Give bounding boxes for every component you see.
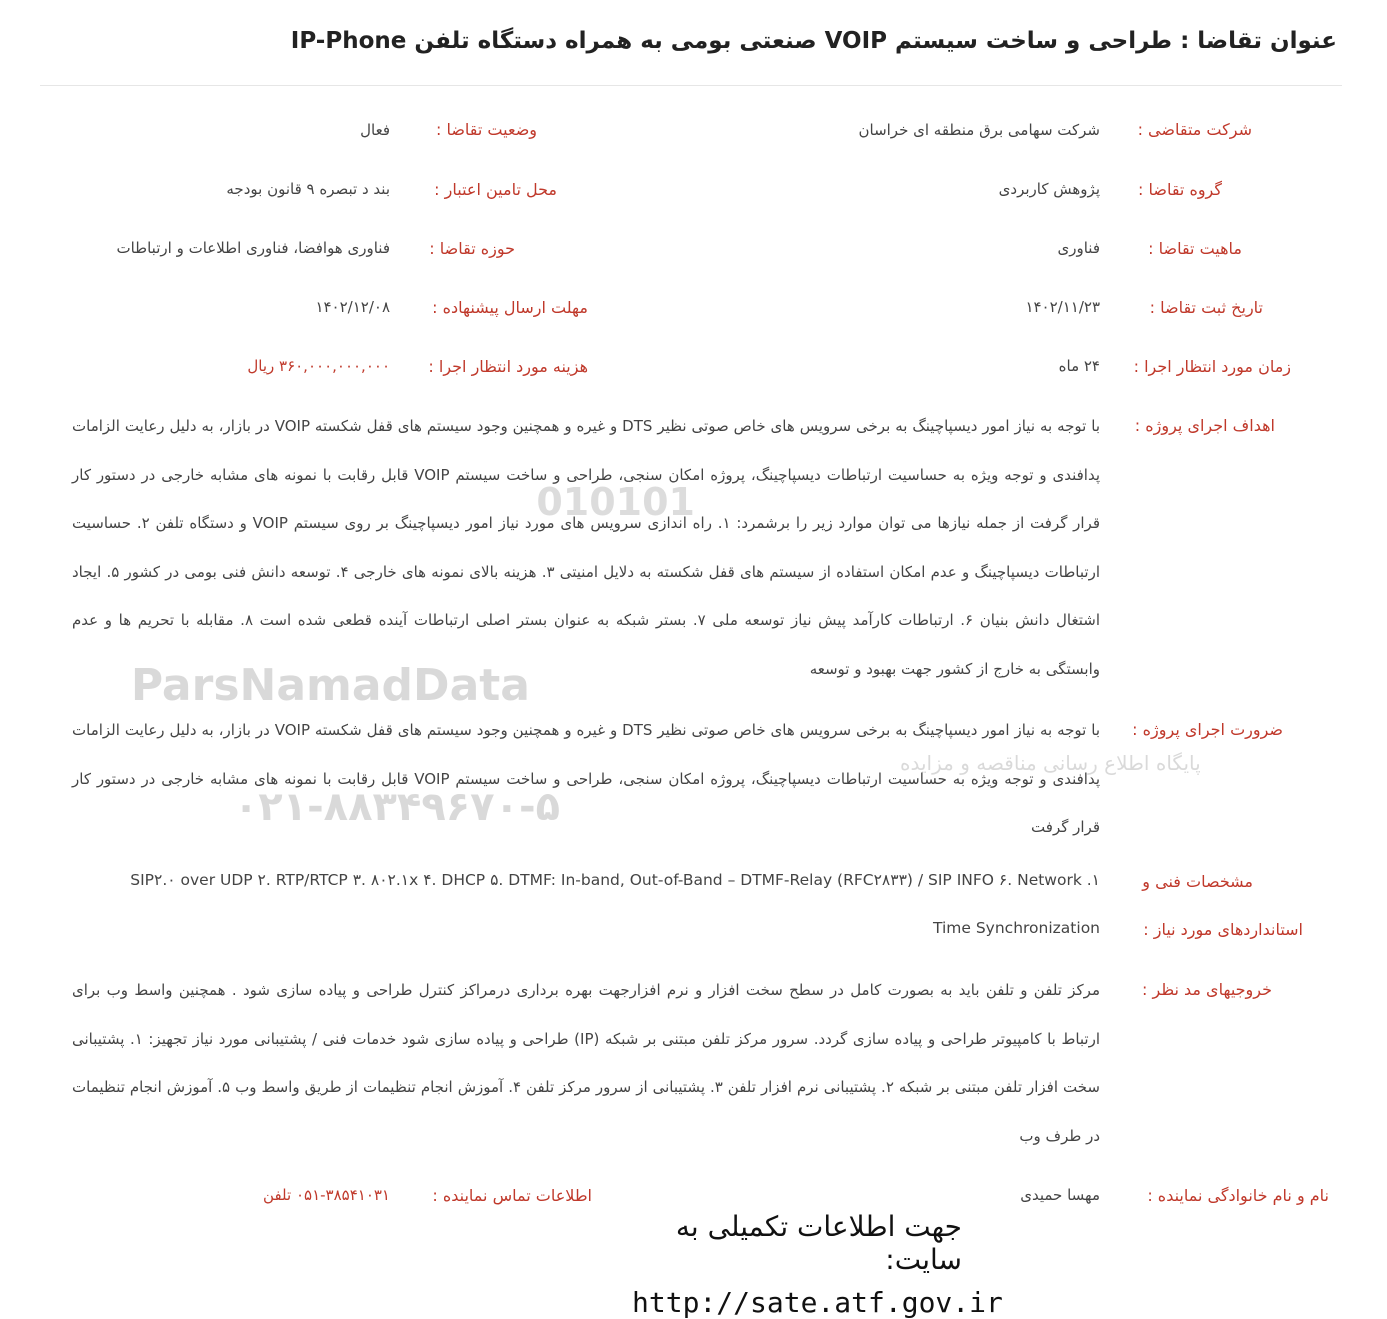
- domain-value: فناوری هوافضا، فناوری اطلاعات و ارتباطات: [116, 239, 390, 257]
- necessity-label: ضرورت اجرای پروژه :: [1132, 720, 1283, 739]
- necessity-text: با توجه به نیاز امور دیسپاچینگ به برخی سرویس های خاص صوتی نظیر DTS و غیره و همچنین وجود سیستم های قفل شکسته VOIP در بازار، به دلیل رعایت الزامات پدافندی و توجه ویژه به حساسیت ارتباطات دیسپاچینگ، پروژه امکان سنجی، طراحی و ساخت سیستم VOIP قابل رقابت با نمونه های مشابه خارجی در دستور کار قرار گرفت: [72, 721, 1101, 836]
- watermark-subtitle: پایگاه اطلاع رسانی مناقصه و مزایده: [900, 751, 1201, 775]
- watermark-phone: ۰۲۱-۸۸۳۴۹۶۷۰-۵: [233, 784, 560, 830]
- nature-value: فناوری: [1057, 239, 1100, 257]
- domain-label: حوزه تقاضا :: [429, 239, 515, 258]
- funding-label: محل تامین اعتبار :: [434, 180, 557, 199]
- site-note-url[interactable]: http://sate.atf.gov.ir: [632, 1286, 1003, 1319]
- registration-date-label: تاریخ ثبت تقاضا :: [1149, 298, 1263, 317]
- group-value: پژوهش کاربردی: [998, 180, 1100, 198]
- specs-line1: ۱. SIP۲.۰ over UDP ۲. RTP/RTCP ۳. ۸۰۲.۱x ۴. DHCP ۵. DTMF: In-band, Out-of-Band – DTMF-Relay (RFC۲۸۳۳) / SIP INFO ۶. Network: [130, 871, 1100, 889]
- status-label: وضعیت تقاضا :: [435, 120, 537, 139]
- deadline-label: مهلت ارسال پیشنهاده :: [432, 298, 588, 317]
- cost-value: ۳۶۰,۰۰۰,۰۰۰,۰۰۰ ریال: [247, 357, 390, 375]
- specs-label-line2: استانداردهای مورد نیاز :: [1143, 920, 1303, 939]
- duration-label: زمان مورد انتظار اجرا :: [1133, 357, 1291, 376]
- representative-contact-value: ۰۵۱-۳۸۵۴۱۰۳۱ تلفن: [263, 1186, 390, 1204]
- outputs-text: مرکز تلفن و تلفن باید به بصورت کامل در سطح سخت افزار و نرم افزارجهت بهره برداری درمراکز کنترل طراحی و پیاده سازی شود . همچنین واسط وب برای ارتباط با کامپیوتر طراحی و پیاده سازی گردد. سرور مرکز تلفن مبتنی بر شبکه (IP) طراحی و پیاده سازی شود خدمات فنی / پشتیبانی مورد نیاز تجهیز: ۱. پشتیبانی سخت افزار تلفن مبتنی بر شبکه ۲. پشتیبانی نرم افزار تلفن ۳. پشتیبانی از سرور مرکز تلفن ۴. آموزش انجام تنظیمات از طریق واسط وب ۵. آموزش انجام تنظیمات در طرف وب: [72, 981, 1101, 1145]
- group-label: گروه تقاضا :: [1138, 180, 1222, 199]
- funding-value: بند د تبصره ۹ قانون بودجه: [226, 180, 390, 198]
- representative-name-value: مهسا حمیدی: [1020, 1186, 1100, 1204]
- cost-label: هزینه مورد انتظار اجرا :: [428, 357, 588, 376]
- specs-line2: Time Synchronization: [932, 919, 1100, 937]
- page-title: عنوان تقاضا : طراحی و ساخت سیستم VOIP صنعتی بومی به همراه دستگاه تلفن IP-Phone: [290, 28, 1337, 54]
- watermark-brand: ParsNamadData: [130, 660, 530, 711]
- nature-label: ماهیت تقاضا :: [1148, 239, 1242, 258]
- site-note-text: جهت اطلاعات تکمیلی به سایت:: [675, 1210, 962, 1276]
- title-divider: [40, 85, 1342, 86]
- watermark-digits: 010101: [536, 480, 695, 524]
- deadline-value: ۱۴۰۲/۱۲/۰۸: [315, 298, 390, 316]
- site-note: [632, 1210, 1003, 1319]
- status-value: فعال: [360, 121, 390, 139]
- outputs-label: خروجیهای مد نظر :: [1142, 980, 1272, 999]
- registration-date-value: ۱۴۰۲/۱۱/۲۳: [1025, 298, 1100, 316]
- representative-contact-label: اطلاعات تماس نماینده :: [432, 1186, 592, 1205]
- representative-name-label: نام و نام خانوادگی نماینده :: [1147, 1186, 1329, 1205]
- duration-value: ۲۴ ماه: [1058, 357, 1100, 375]
- company-label: شرکت متقاضی :: [1137, 120, 1252, 139]
- specs-label-line1: مشخصات فنی و: [1142, 872, 1253, 891]
- goals-label: اهداف اجرای پروژه :: [1134, 416, 1275, 435]
- company-value: شرکت سهامی برق منطقه ای خراسان: [858, 121, 1100, 139]
- goals-text: با توجه به نیاز امور دیسپاچینگ به برخی سرویس های خاص صوتی نظیر DTS و غیره و همچنین وجود سیستم های قفل شکسته VOIP در بازار، به دلیل رعایت الزامات پدافندی و توجه ویژه به حساسیت ارتباطات دیسپاچینگ، پروژه امکان سنجی، طراحی و ساخت سیستم VOIP قابل رقابت با نمونه های مشابه خارجی در دستور کار قرار گرفت از جمله نیازها می توان موارد زیر را برشمرد: ۱. راه اندازی سرویس های مورد نیاز امور دیسپاچینگ بر روی سیستم VOIP و دستگاه تلفن ۲. حساسیت ارتباطات دیسپاچینگ و عدم امکان استفاده از سیستم های قفل شکسته به دلایل امنیتی ۳. هزینه بالای نمونه های خارجی ۴. توسعه دانش فنی بومی در کشور ۵. ایجاد اشتغال دانش بنیان ۶. ارتباطات کارآمد پیش نیاز توسعه ملی ۷. بستر شبکه به عنوان بستر اصلی ارتباطات آینده قطعی شده است ۸. مقابله با تحریم ها و عدم وابستگی به خارج از کشور جهت بهبود و توسعه: [72, 417, 1101, 678]
